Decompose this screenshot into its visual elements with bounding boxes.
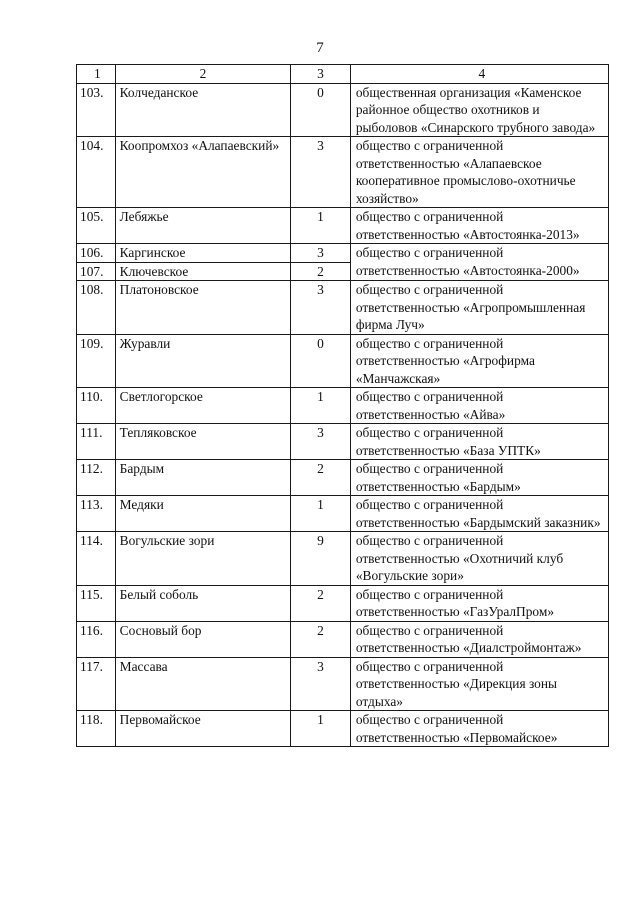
row-number: 112. (77, 460, 116, 496)
table-row (77, 585, 609, 621)
quantity-value: 0 (291, 83, 351, 137)
hunting-ground-name: Первомайское (115, 711, 291, 747)
hunting-ground-name: Лебяжье (115, 208, 291, 244)
header-col-2: 2 (115, 65, 291, 84)
organization-name: общество с ограниченной ответственностью «База УПТК» (350, 424, 608, 460)
hunting-ground-name: Бардым (115, 460, 291, 496)
table-row (77, 388, 609, 424)
table-row (77, 621, 609, 657)
hunting-ground-name: Платоновское (115, 281, 291, 335)
hunting-ground-name: Сосновый бор (115, 621, 291, 657)
organization-name: общество с ограниченной ответственностью «Первомайское» (350, 711, 608, 747)
quantity-value: 1 (291, 711, 351, 747)
organization-name: общественная организация «Каменское районное общество охотников и рыболовов «Синарского трубного завода» (350, 83, 608, 137)
page-number: 7 (316, 40, 324, 56)
row-number: 107. (77, 262, 116, 281)
quantity-value: 3 (291, 657, 351, 711)
quantity-value: 3 (291, 244, 351, 263)
organization-name: общество с ограниченной ответственностью «Агропромышленная фирма Луч» (350, 281, 608, 335)
table-row (77, 460, 609, 496)
organization-name: общество с ограниченной ответственностью «Бардым» (350, 460, 608, 496)
organization-name: общество с ограниченной ответственностью «Бардымский заказник» (350, 496, 608, 532)
row-number: 117. (77, 657, 116, 711)
hunting-ground-name: Вогульские зори (115, 532, 291, 586)
quantity-value: 1 (291, 496, 351, 532)
quantity-value: 3 (291, 137, 351, 208)
header-col-3: 3 (291, 65, 351, 84)
row-number: 114. (77, 532, 116, 586)
table-row (77, 424, 609, 460)
table-row (77, 281, 609, 335)
table-row (77, 657, 609, 711)
quantity-value: 1 (291, 388, 351, 424)
hunting-ground-name: Массава (115, 657, 291, 711)
row-number: 113. (77, 496, 116, 532)
organization-name: общество с ограниченной ответственностью «Автостоянка-2013» (350, 208, 608, 244)
hunting-ground-name: Каргинское (115, 244, 291, 263)
table-row (77, 532, 609, 586)
header-col-4: 4 (350, 65, 608, 84)
hunting-ground-name: Светлогорское (115, 388, 291, 424)
table-row (77, 83, 609, 137)
hunting-ground-name: Ключевское (115, 262, 291, 281)
organization-name: общество с ограниченной ответственностью «Дирекция зоны отдыха» (350, 657, 608, 711)
quantity-value: 2 (291, 460, 351, 496)
quantity-value: 9 (291, 532, 351, 586)
row-number: 103. (77, 83, 116, 137)
row-number: 104. (77, 137, 116, 208)
quantity-value: 3 (291, 424, 351, 460)
row-number: 109. (77, 334, 116, 388)
table-row (77, 137, 609, 208)
table-row (77, 244, 609, 263)
quantity-value: 2 (291, 262, 351, 281)
quantity-value: 3 (291, 281, 351, 335)
row-number: 108. (77, 281, 116, 335)
row-number: 118. (77, 711, 116, 747)
hunting-ground-name: Медяки (115, 496, 291, 532)
table-row (77, 208, 609, 244)
table-row (77, 334, 609, 388)
quantity-value: 2 (291, 621, 351, 657)
organization-name: общество с ограниченной ответственностью «Автостоянка-2000» (350, 244, 608, 281)
organization-name: общество с ограниченной ответственностью «Диалстроймонтаж» (350, 621, 608, 657)
table-header-row (77, 65, 609, 84)
organization-name: общество с ограниченной ответственностью «Агрофирма «Манчажская» (350, 334, 608, 388)
row-number: 105. (77, 208, 116, 244)
organization-name: общество с ограниченной ответственностью «Алапаевское кооперативное промыслово-охотничье хозяйство» (350, 137, 608, 208)
header-col-1: 1 (77, 65, 116, 84)
row-number: 110. (77, 388, 116, 424)
quantity-value: 1 (291, 208, 351, 244)
hunting-ground-name: Журавли (115, 334, 291, 388)
row-number: 115. (77, 585, 116, 621)
table-row (77, 496, 609, 532)
row-number: 116. (77, 621, 116, 657)
organization-name: общество с ограниченной ответственностью «Айва» (350, 388, 608, 424)
hunting-ground-name: Тепляковское (115, 424, 291, 460)
organization-name: общество с ограниченной ответственностью «Охотничий клуб «Вогульские зори» (350, 532, 608, 586)
organization-name: общество с ограниченной ответственностью «ГазУралПром» (350, 585, 608, 621)
hunting-ground-name: Коопромхоз «Алапаевский» (115, 137, 291, 208)
table-row (77, 711, 609, 747)
row-number: 106. (77, 244, 116, 263)
hunting-ground-name: Колчеданское (115, 83, 291, 137)
registry-table (76, 64, 609, 747)
row-number: 111. (77, 424, 116, 460)
quantity-value: 0 (291, 334, 351, 388)
quantity-value: 2 (291, 585, 351, 621)
hunting-ground-name: Белый соболь (115, 585, 291, 621)
